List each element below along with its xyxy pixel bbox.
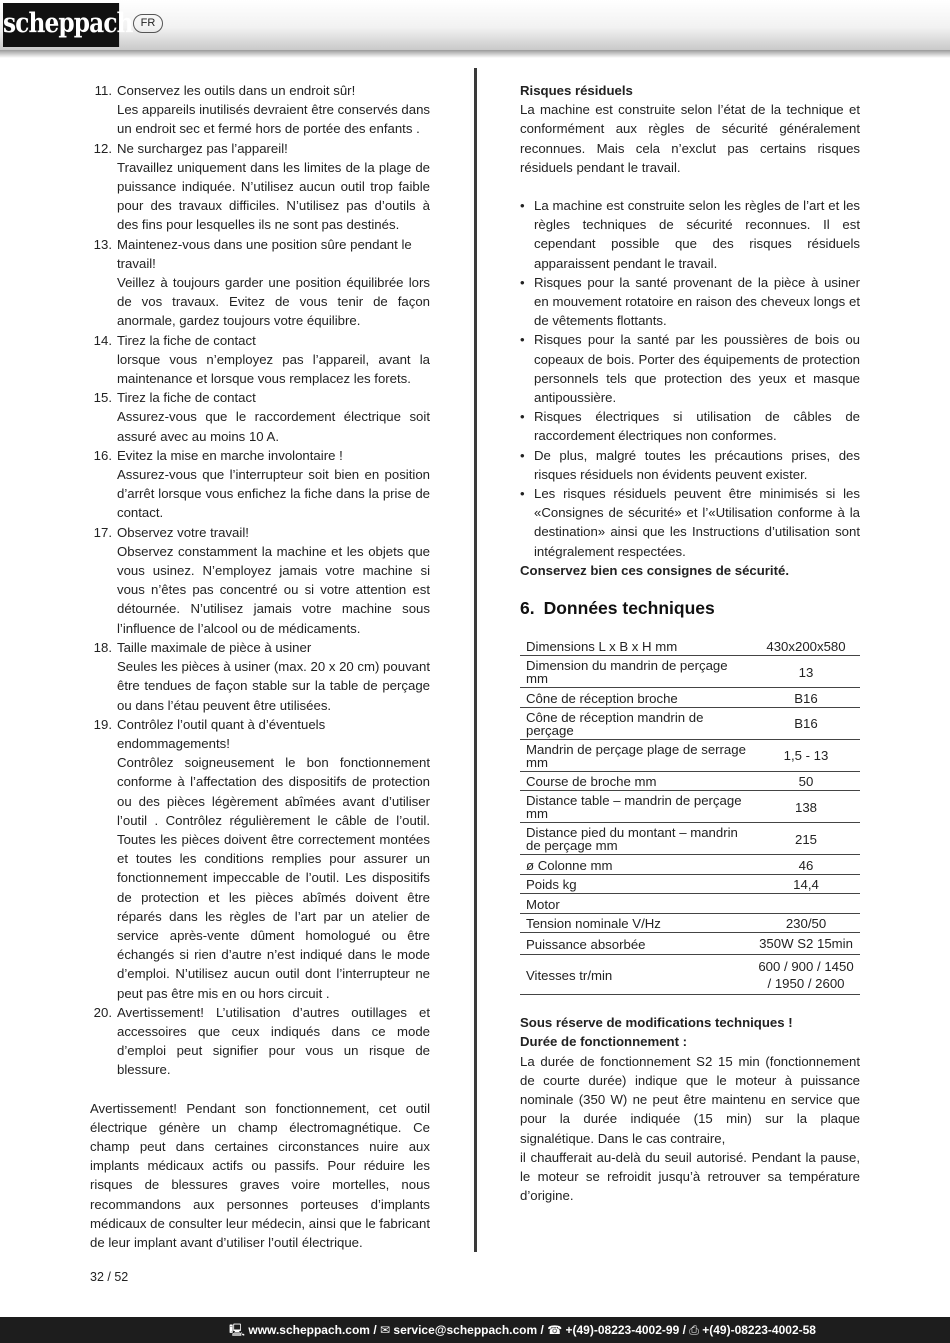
list-item-title: Conservez les outils dans un endroit sûr! — [117, 83, 356, 98]
list-item-title: Tirez la fiche de contact — [117, 332, 256, 348]
fax-icon: ⎙ — [689, 1323, 699, 1337]
list-item-text: Assurez-vous que le raccordement électrique soit assuré avec au moins 10 A. — [117, 409, 430, 444]
list-item-body — [117, 715, 430, 1003]
list-item-body — [117, 388, 430, 446]
list-item — [90, 638, 430, 715]
list-item — [90, 1003, 430, 1080]
list-item-body — [117, 235, 430, 331]
table-row — [520, 894, 860, 914]
header-shadow — [0, 50, 950, 58]
table-cell-label: Mandrin de perçage plage de serrage mm — [520, 739, 752, 771]
list-item-number: 14. — [93, 332, 112, 348]
table-cell-value: 13 — [752, 656, 860, 688]
list-item-text: Les risques résiduels peuvent être minimisés si les «Consignes de sécurité» et l’«Utilisation conforme à la destination» ainsi que les Instructions d’utilisation sont intégralement respectées. — [534, 486, 860, 559]
list-item-number: 19. — [93, 716, 112, 732]
table-row — [520, 855, 860, 875]
list-item — [90, 388, 430, 446]
list-item-text: Les appareils inutilisés devraient être conservés dans un endroit sec et fermé hors de portée des enfants . — [117, 102, 431, 137]
table-row — [520, 791, 860, 823]
table-cell-label: Vitesses tr/min — [520, 955, 752, 995]
table-row — [520, 913, 860, 933]
bullet-icon: • — [520, 332, 525, 348]
list-item-text: Assurez-vous que l’interrupteur soit bien en position d’arrêt lorsque vous enfichez la fiche dans la prise de contact. — [117, 467, 430, 521]
table-cell-value — [752, 894, 860, 914]
list-item-text: Observez constamment la machine et les objets que vous usinez. N’employez jamais votre machine si vous n’êtes pas concentré ou si votre attention est détournée. N’utilisez jamais votre machine sous l’influence de l’alcool ou de médicaments. — [117, 543, 430, 636]
table-row — [520, 933, 860, 955]
list-item-text: La machine est construite selon les règles de l’art et les règles techniques de sécurité reconnues. Il est cependant possible que des risques résiduels apparaissent pendant le travail. — [534, 198, 860, 271]
table-cell-value: 50 — [752, 771, 860, 791]
list-item-body — [117, 1003, 430, 1080]
list-item-body — [117, 331, 430, 389]
duty-cycle-text-continued: il chaufferait au-delà du seuil autorisé. Pendant la pause, le moteur se refroidit jusqu’à retrouver sa température d’origine. — [520, 1149, 860, 1204]
reserve-note: Sous réserve de modifications techniques ! — [520, 1015, 793, 1031]
list-item-number: 18. — [93, 639, 112, 655]
list-item — [90, 235, 430, 331]
table-cell-label: ø Colonne mm — [520, 855, 752, 875]
list-item-text: De plus, malgré toutes les précautions prises, des risques résiduels non évidents peuvent exister. — [534, 447, 860, 482]
section-number: 6. — [520, 598, 535, 619]
list-item-text: Seules les pièces à usiner (max. 20 x 20 cm) pouvant être tendues de façon stable sur la table de perçage ou dans l’étau peuvent être utilisées. — [117, 659, 430, 713]
list-item-title: Maintenez-vous dans une position sûre pendant le travail! — [117, 236, 412, 271]
list-item-title: Observez votre travail! — [117, 524, 249, 540]
table-cell-value: 230/50 — [752, 913, 860, 933]
table-row — [520, 636, 860, 656]
list-item — [90, 139, 430, 235]
list-item — [520, 330, 860, 407]
table-cell-value: 46 — [752, 855, 860, 875]
electromagnetic-warning: Avertissement! Pendant son fonctionnement, cet outil électrique génère un champ électromagnétique. Ce champ peut dans certaines circonstances nuire aux implants médicaux actifs ou passifs. Pour réduire les risques de blessures graves voire mortelles, nous recommandons aux personnes porteuses d’implants médicaux de consulter leur médecin, ainsi que le fabricant de leur implant avant d’utiliser l’outil électrique. — [90, 1100, 430, 1250]
list-item-number: 17. — [93, 524, 112, 540]
list-item-body — [117, 81, 430, 139]
list-item-title: Tirez la fiche de contact — [117, 390, 256, 406]
table-cell-label: Puissance absorbée — [520, 933, 752, 955]
list-item-title: Ne surchargez pas l’appareil! — [117, 140, 288, 156]
table-row — [520, 688, 860, 708]
duty-cycle-title: Durée de fonctionnement : — [520, 1034, 688, 1050]
table-row — [520, 771, 860, 791]
list-item-text: Contrôlez soigneusement le bon fonctionnement conforme à l’affectation des dispositifs de protection ou des pièces légèrement abîmées avant d’utiliser l’outil . Contrôlez régulièrement le câble de l’outil. Toutes les pièces doivent être correctement montées et toutes les conditions remplies pour assurer un fonctionnement impeccable de l’outil. Les dispositifs de protection et les pièces abîmés doivent être réparés dans les règles de l’art par un atelier de service après-vente dûment homologué ou être échangés si rien d’autre n’est indiqué dans le mode d’emploi. N’utilisez aucun outil dont l’interrupteur ne peut pas être mis en ou hors circuit . — [117, 755, 430, 1001]
table-cell-label: Dimension du mandrin de perçage mm — [520, 656, 752, 688]
table-cell-value: 600 / 900 / 1450 / 1950 / 2600 — [752, 955, 860, 995]
list-item — [90, 523, 430, 638]
right-column — [520, 81, 860, 1205]
table-cell-value: 215 — [752, 823, 860, 855]
list-item — [90, 715, 430, 1003]
table-cell-label: Motor — [520, 894, 752, 914]
safety-instructions-list — [90, 81, 430, 1080]
list-item-number: 16. — [93, 447, 112, 463]
keep-instructions-note: Conservez bien ces consignes de sécurité. — [520, 562, 789, 578]
table-cell-label: Tension nominale V/Hz — [520, 913, 752, 933]
list-item-number: 20. — [93, 1004, 112, 1020]
list-item-title: Evitez la mise en marche involontaire ! — [117, 447, 343, 463]
table-row — [520, 739, 860, 771]
computer-icon: 🖳 — [229, 1323, 246, 1337]
bullet-icon: • — [520, 274, 525, 290]
list-item-body — [117, 638, 430, 715]
table-cell-value: 430x200x580 — [752, 636, 860, 656]
bullet-icon: • — [520, 486, 525, 502]
list-item-title: Taille maximale de pièce à usiner — [117, 639, 312, 655]
list-item-body — [117, 523, 430, 638]
list-item — [520, 446, 860, 484]
language-badge: FR — [133, 14, 163, 33]
list-item-text: lorsque vous n’employez pas l’appareil, avant la maintenance et lorsque vous remplacez les forets. — [117, 351, 430, 387]
bullet-icon: • — [520, 447, 525, 463]
table-cell-value: 138 — [752, 791, 860, 823]
list-item — [90, 331, 430, 389]
list-item-text: Veillez à toujours garder une position équilibrée lors de vos travaux. Evitez de vous tenir de façon anormale, gardez toujours votre équilibre. — [117, 275, 430, 329]
page-number: 32 / 52 — [90, 1270, 129, 1284]
table-cell-value: 1,5 - 13 — [752, 739, 860, 771]
list-item-body — [117, 446, 430, 523]
footer-website[interactable]: www.scheppach.com — [248, 1323, 370, 1337]
footer-email[interactable]: service@scheppach.com — [393, 1323, 538, 1337]
bullet-icon: • — [520, 409, 525, 425]
list-item-text: Risques électriques si utilisation de câbles de raccordement électriques non conformes. — [534, 409, 860, 444]
list-item-text: Risques pour la santé provenant de la pièce à usiner en mouvement rotatoire en raison des cheveux longs et de vêtements flottants. — [534, 274, 860, 329]
table-cell-value: 350W S2 15min — [752, 933, 860, 955]
list-item-title: Contrôlez l’outil quant à d’éventuels endommagements! — [117, 716, 326, 751]
list-item-number: 13. — [93, 236, 112, 252]
table-cell-label: Distance table – mandrin de perçage mm — [520, 791, 752, 823]
list-item — [520, 407, 860, 445]
phone-icon: ☎ — [547, 1323, 563, 1337]
list-item-text: Avertissement! L’utilisation d’autres outillages et accessoires que ceux indiqués dans ce mode d’emploi peut signifier pour vous un risque de blessure. — [117, 1004, 430, 1078]
list-item-number: 12. — [93, 140, 112, 156]
table-cell-label: Poids kg — [520, 874, 752, 894]
footer-phone: +(49)-08223-4002-99 — [565, 1323, 680, 1337]
table-row — [520, 955, 860, 995]
column-divider — [474, 68, 477, 1252]
table-cell-label: Course de broche mm — [520, 771, 752, 791]
residual-risks-title: Risques résiduels — [520, 83, 633, 98]
table-cell-label: Cône de réception broche — [520, 688, 752, 708]
footer-fax: +(49)-08223-4002-58 — [702, 1323, 816, 1337]
scheppach-logo: scheppach — [3, 3, 119, 47]
table-cell-value: B16 — [752, 688, 860, 708]
section-title: Données techniques — [543, 598, 715, 619]
list-item — [520, 196, 860, 273]
section-heading — [520, 599, 860, 618]
duty-cycle-text: La durée de fonctionnement S2 15 min (fonctionnement de courte durée) indique que le moteur à puissance nominale (350 W) ne peut être maintenu en service que pour la durée indiquée (15 min) sur la plaque signalétique. Dans le cas contraire, — [520, 1053, 860, 1146]
bullet-icon: • — [520, 198, 525, 214]
table-cell-value: 14,4 — [752, 874, 860, 894]
page-header — [0, 0, 950, 50]
list-item-text: Risques pour la santé par les poussières de bois ou copeaux de bois. Porter des équipements de protection personnels tels que protection des yeux et masque antipoussière. — [534, 332, 860, 406]
page-footer: 🖳 www.scheppach.com / ✉ service@scheppach.com / ☎ +(49)-08223-4002-99 / ⎙ +(49)-08223-4002-58 — [0, 1317, 950, 1343]
table-cell-label: Distance pied du montant – mandrin de perçage mm — [520, 823, 752, 855]
left-column — [90, 81, 430, 1252]
list-item-body — [117, 139, 430, 235]
table-row — [520, 874, 860, 894]
table-row — [520, 656, 860, 688]
list-item — [520, 484, 860, 561]
technical-data-table — [520, 636, 860, 995]
list-item — [520, 273, 860, 331]
table-row — [520, 823, 860, 855]
list-item — [90, 446, 430, 523]
table-cell-label: Cône de réception mandrin de perçage — [520, 707, 752, 739]
table-row — [520, 707, 860, 739]
residual-risks-list — [520, 196, 860, 561]
list-item — [90, 81, 430, 139]
list-item-number: 11. — [94, 83, 112, 98]
residual-risks-intro: La machine est construite selon l’état de la technique et conformément aux règles de sécurité généralement reconnues. Mais cela n’exclut pas certains risques résiduels pendant le travail. — [520, 102, 860, 175]
table-cell-label: Dimensions L x B x H mm — [520, 636, 752, 656]
list-item-number: 15. — [93, 390, 112, 406]
table-cell-value: B16 — [752, 707, 860, 739]
mail-icon: ✉ — [380, 1323, 391, 1337]
list-item-text: Travaillez uniquement dans les limites de la plage de puissance indiquée. N’utilisez aucun outil trop faible pour des travaux difficiles. N’utilisez pas d’outils à des fins pour lesquelles ils ne sont pas destinés. — [117, 159, 430, 233]
